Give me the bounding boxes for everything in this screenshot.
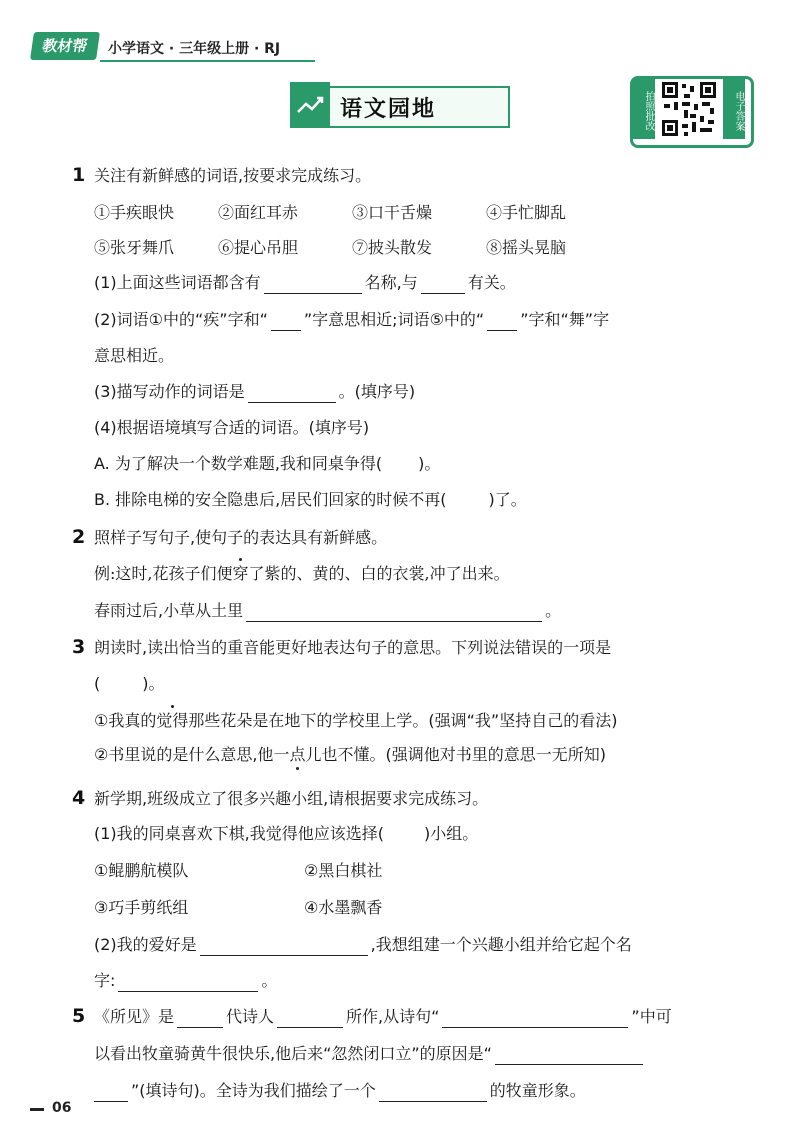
q1-part4: (4)根据语境填写合适的词语。(填序号) — [94, 418, 370, 437]
text: 以看出牧童骑黄牛很快乐,他后来“忽然闭口立”的原因是“ — [94, 1044, 492, 1063]
q5-line1 — [94, 1006, 672, 1028]
q4-part1 — [94, 823, 478, 845]
text: ②书里说的是什么意思,他 — [94, 745, 274, 764]
q4-options-row — [94, 860, 382, 882]
q2-task — [94, 600, 561, 622]
text: ”(填诗句)。全诗为我们描绘了一个 — [131, 1081, 376, 1100]
q1-option-a — [94, 453, 440, 475]
word-item: ④手忙脚乱 — [486, 203, 567, 222]
q3-answer-paren — [94, 673, 165, 695]
text: 所作,从诗句“ — [346, 1007, 440, 1026]
q2-example — [94, 563, 510, 585]
word-item: ⑦披头散发 — [352, 238, 433, 257]
text: )。 — [418, 454, 441, 473]
question-number: 4 — [72, 787, 86, 809]
q3-stem: 朗读时,读出恰当的重音能更好地表达句子的意思。下列说法错误的一项是 — [94, 638, 612, 657]
word-item: ⑥提心吊胆 — [218, 238, 299, 257]
q4-stem: 新学期,班级成立了很多兴趣小组,请根据要求完成练习。 — [94, 789, 489, 808]
text: (3)描写动作的词语是 — [94, 382, 245, 401]
answer-blank[interactable] — [94, 1083, 128, 1102]
series-title: 小学语文 · 三年级上册 · RJ — [108, 41, 281, 57]
text: ①我真的 — [94, 711, 157, 730]
footer-marker — [30, 1108, 44, 1111]
page-number: 06 — [52, 1100, 72, 1116]
question-number: 2 — [72, 526, 86, 548]
text: (2)词语①中的“疾”字和“ — [94, 310, 268, 329]
text: )小组。 — [424, 824, 479, 843]
text: 。 — [545, 601, 562, 620]
text: 春雨过后,小草从土里 — [94, 601, 244, 620]
header-divider — [100, 60, 315, 62]
answer-blank[interactable] — [246, 603, 542, 622]
q4-part2 — [94, 934, 632, 956]
brand-logo: 教材帮 — [30, 32, 100, 60]
q2-stem: 照样子写句子,使句子的表达具有新鲜感。 — [94, 528, 388, 547]
answer-blank[interactable] — [264, 275, 362, 294]
text: (1)上面这些词语都含有 — [94, 273, 261, 292]
answer-blank[interactable] — [379, 1083, 487, 1102]
qr-code-icon[interactable] — [660, 80, 718, 138]
text: ”字和“舞”字 — [520, 310, 610, 329]
answer-blank[interactable] — [421, 275, 465, 294]
word-list-row — [94, 237, 566, 259]
word-item: ②面红耳赤 — [218, 203, 299, 222]
text: )。 — [142, 674, 165, 693]
text: 的牧童形象。 — [489, 1081, 586, 1100]
text: ”中可 — [631, 1007, 672, 1026]
section-title: 语文园地 — [340, 97, 437, 122]
text: (2)我的爱好是 — [94, 935, 197, 954]
q1-option-b — [94, 489, 527, 511]
text: 代诗人 — [226, 1007, 275, 1026]
word-item: ①手疾眼快 — [94, 203, 175, 222]
word-item: ⑧摇头晃脑 — [486, 238, 567, 257]
answer-blank[interactable] — [248, 384, 336, 403]
text: A. 为了解决一个数学难题,我和同桌争得( — [94, 454, 383, 473]
text: B. 排除电梯的安全隐患后,居民们回家的时候不再( — [94, 490, 447, 509]
question-number: 5 — [72, 1005, 86, 1027]
answer-blank[interactable] — [271, 312, 301, 331]
question-number: 1 — [72, 164, 86, 186]
text: ,我想组建一个兴趣小组并给它起个名 — [370, 935, 632, 954]
text: (1)我的同桌喜欢下棋,我觉得他应该选择( — [94, 824, 384, 843]
word-item: ⑤张牙舞爪 — [94, 238, 175, 257]
q3-option-1 — [94, 710, 617, 732]
text: ( — [94, 674, 101, 693]
qr-label-right: 电子答案 — [723, 79, 745, 139]
answer-blank[interactable] — [442, 1009, 628, 1028]
text: 那些花朵是在地下的学校里上学。(强调“我”坚持自己的看法) — [188, 711, 618, 730]
q4-options-row — [94, 897, 382, 919]
answer-blank[interactable] — [200, 937, 368, 956]
chart-icon — [290, 82, 330, 128]
q1-part1 — [94, 272, 516, 294]
question-number: 3 — [72, 636, 86, 658]
q5-line3 — [94, 1080, 586, 1102]
text: )了。 — [488, 490, 527, 509]
q4-part2-cont — [94, 970, 277, 992]
q1-stem: 关注有新鲜感的词语,按要求完成练习。 — [94, 166, 372, 185]
answer-blank[interactable] — [487, 312, 517, 331]
text: 名称,与 — [364, 273, 418, 292]
option-item: ④水墨飘香 — [304, 898, 383, 917]
qr-label-left: 拍照批改 — [633, 79, 655, 139]
text: 。(填序号) — [338, 382, 416, 401]
text: 字: — [94, 971, 116, 990]
emphasis-text: 一点儿 — [273, 745, 322, 764]
emphasis-text: 觉得 — [156, 711, 189, 730]
text: 例:这时,花孩子们便 — [94, 564, 233, 583]
q5-line2 — [94, 1043, 646, 1065]
option-item: ②黑白棋社 — [304, 861, 383, 880]
word-item: ③口干舌燥 — [352, 203, 433, 222]
text: 也不懂。(强调他对书里的意思一无所知) — [321, 745, 606, 764]
text: 《所见》是 — [94, 1007, 175, 1026]
q3-option-2 — [94, 744, 606, 766]
word-list-row — [94, 202, 566, 224]
answer-blank[interactable] — [495, 1046, 643, 1065]
answer-blank[interactable] — [277, 1009, 343, 1028]
text: 了紫的、黄的、白的衣裳,冲了出来。 — [248, 564, 510, 583]
emphasis-char: 穿 — [232, 564, 249, 583]
q1-part2 — [94, 309, 609, 331]
q1-part2-cont: 意思相近。 — [94, 346, 175, 365]
text: 。 — [261, 971, 278, 990]
option-item: ③巧手剪纸组 — [94, 898, 189, 917]
answer-blank[interactable] — [118, 973, 258, 992]
answer-blank[interactable] — [177, 1009, 223, 1028]
q1-part3 — [94, 381, 415, 403]
option-item: ①鲲鹏航模队 — [94, 861, 189, 880]
text: 有关。 — [467, 273, 516, 292]
text: ”字意思相近;词语⑤中的“ — [303, 310, 485, 329]
